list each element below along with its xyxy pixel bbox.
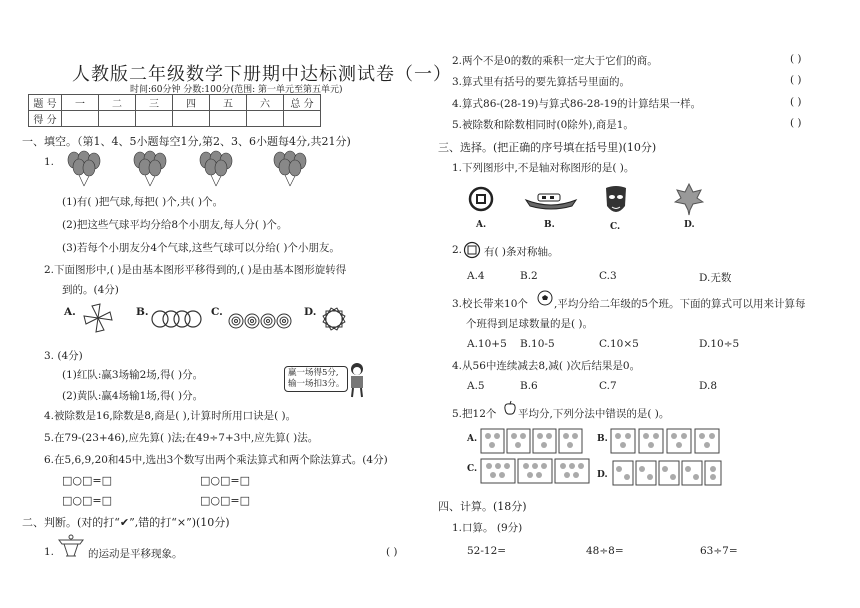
linked-circles-icon [150, 308, 204, 330]
rule-speech-bubble [284, 366, 348, 392]
section-2-heading: 二、判断。(对的打“✔”,错的打“×”)(10分) [22, 516, 230, 529]
c1-option-d[interactable]: D. [684, 220, 695, 230]
c3-option-c[interactable]: C.10×5 [599, 338, 639, 350]
q1-part-2: (2)把这些气球平均分给8个小朋友,每人分( )个。 [62, 219, 288, 231]
j5-answer-paren[interactable]: ( ) [790, 117, 802, 129]
score-cell: 四 [173, 95, 210, 111]
boat-icon [524, 190, 578, 210]
j3-text: 3.算式里有括号的要先算括号里面的。 [452, 76, 631, 88]
score-cell: 二 [99, 95, 136, 111]
score-table-header-row [29, 95, 321, 111]
score-input-cell[interactable] [173, 111, 210, 127]
c3-option-a[interactable]: A.10+5 [467, 338, 507, 350]
section-1-heading: 一、填空。（第1、4、5小题每空1分,第2、3、6小题每4分,共21分) [22, 135, 351, 148]
soccer-ball-icon [537, 290, 553, 306]
q5-text: 5.在79-(23+46),应先算( )法;在49÷7+3中,应先算( )法。 [44, 432, 319, 444]
swing-ride-icon [56, 534, 86, 562]
c5-text-cont: 平均分,下列分法中错误的是( )。 [518, 408, 670, 420]
q3-part-1: (1)红队:赢3场输2场,得( )分。 [62, 369, 204, 381]
q1-part-1: (1)有( )把气球,每把( )个,共( )个。 [62, 196, 224, 208]
balloon-bunch-icon [274, 151, 306, 186]
equation-box-1[interactable]: □○□=□ [62, 474, 112, 487]
q6-text: 6.在5,6,9,20和45中,选出3个数写出两个乘法算式和两个除法算式。(4分) [44, 454, 388, 466]
c2-option-c[interactable]: C.3 [599, 270, 617, 282]
c2-option-d[interactable]: D.无数 [699, 272, 732, 284]
score-input-cell[interactable] [284, 111, 321, 127]
rotated-squares-icon [318, 304, 350, 334]
pinwheel-shape-icon [80, 302, 116, 334]
apple-groups-c-image [480, 458, 590, 484]
equation-box-4[interactable]: □○□=□ [200, 494, 250, 507]
score-cell: 总 分 [284, 95, 321, 111]
apple-groups-b-image [610, 428, 720, 454]
balloon-bunches-image [62, 150, 332, 188]
score-cell: 得 分 [29, 111, 62, 127]
balloon-bunch-icon [200, 151, 232, 186]
c1-text: 1.下列图形中,不是轴对称图形的是( )。 [452, 162, 635, 174]
score-cell: 一 [62, 95, 99, 111]
q2-option-a-label: A. [64, 306, 76, 318]
c3-option-d[interactable]: D.10÷5 [699, 338, 740, 350]
apple-groups-d-image [612, 460, 722, 486]
rule-line-2: 输一场扣3分。 [288, 379, 345, 389]
q1-number: 1. [44, 156, 55, 168]
section-3-heading: 三、选择。(把正确的序号填在括号里)(10分) [438, 141, 657, 154]
c5-option-c[interactable]: C. [467, 464, 478, 474]
q4-text: 4.被除数是16,除数是8,商是( ),计算时所用口诀是( )。 [44, 410, 297, 422]
leaf-icon [674, 182, 704, 216]
circle-square-icon [463, 241, 481, 259]
c3-option-b[interactable]: B.10-5 [520, 338, 555, 350]
k1-text: 1.口算。 (9分) [452, 522, 523, 534]
score-input-cell[interactable] [62, 111, 99, 127]
j2-text: 2.两个不是0的数的乘积一定大于它们的商。 [452, 55, 658, 67]
equation-box-3[interactable]: □○□=□ [62, 494, 112, 507]
score-cell: 五 [210, 95, 247, 111]
c5-option-a[interactable]: A. [467, 434, 478, 444]
j1-text: 的运动是平移现象。 [88, 548, 183, 560]
c3-text-line2: 个班得到足球数量的是( )。 [466, 318, 594, 330]
j4-text: 4.算式86-(28-19)与算式86-28-19的计算结果一样。 [452, 98, 702, 110]
child-icon [346, 362, 368, 398]
apple-icon [503, 400, 517, 416]
balloon-bunch-icon [134, 151, 166, 186]
q3-text: 3. (4分) [44, 350, 83, 362]
section-4-heading: 四、计算。(18分) [438, 500, 527, 513]
c2-option-b[interactable]: B.2 [520, 270, 538, 282]
j1-number: 1. [44, 546, 55, 558]
j4-answer-paren[interactable]: ( ) [790, 96, 802, 108]
balloon-bunch-icon [68, 151, 100, 186]
q2-text-cont: 到的。(4分) [62, 284, 119, 296]
c3-text: 3.校长带来10个 [452, 298, 528, 310]
exam-info: 时间:60分钟 分数:100分(范围: 第一单元至第五单元) [130, 85, 343, 95]
score-cell: 题 号 [29, 95, 62, 111]
calc-2[interactable]: 48÷8= [586, 545, 624, 557]
q2-option-d-label: D. [304, 306, 317, 318]
q2-option-b-label: B. [136, 306, 149, 318]
c3-text-cont: ,平均分给二年级的5个班。下面的算式可以用来计算每 [554, 298, 806, 310]
q3-part-2: (2)黄队:赢4场输1场,得( )分。 [62, 390, 204, 402]
score-input-cell[interactable] [247, 111, 284, 127]
calc-3[interactable]: 63÷7= [700, 545, 738, 557]
score-table [28, 94, 321, 127]
equation-box-2[interactable]: □○□=□ [200, 474, 250, 487]
score-cell: 三 [136, 95, 173, 111]
coin-icon [468, 186, 494, 212]
opera-mask-icon [602, 184, 630, 218]
c2-option-a[interactable]: A.4 [467, 270, 485, 282]
rule-line-1: 赢一场得5分, [288, 368, 339, 378]
c1-option-b[interactable]: B. [544, 220, 555, 230]
c4-option-c[interactable]: C.7 [599, 380, 617, 392]
c1-option-c[interactable]: C. [610, 222, 621, 232]
c2-text: 有( )条对称轴。 [484, 246, 559, 258]
c4-option-a[interactable]: A.5 [467, 380, 485, 392]
calc-1[interactable]: 52-12= [467, 545, 507, 557]
q1-part-3: (3)若每个小朋友分4个气球,这些气球可以分给( )个小朋友。 [62, 242, 340, 254]
j1-answer-paren[interactable]: ( ) [386, 546, 398, 558]
c5-option-b[interactable]: B. [597, 434, 608, 444]
c5-text: 5.把12个 [452, 408, 497, 420]
score-input-cell[interactable] [136, 111, 173, 127]
j5-text: 5.被除数和除数相同时(0除外),商是1。 [452, 119, 634, 131]
apple-groups-a-image [480, 428, 584, 454]
c1-option-a[interactable]: A. [476, 220, 487, 230]
c4-option-b[interactable]: B.6 [520, 380, 538, 392]
q2-option-c-label: C. [211, 306, 223, 318]
page-title: 人教版二年级数学下册期中达标测试卷（一） [72, 64, 452, 85]
q2-text: 2.下面图形中,( )是由基本图形平移得到的,( )是由基本图形旋转得 [44, 264, 347, 276]
spirals-icon [228, 312, 292, 330]
score-input-cell[interactable] [99, 111, 136, 127]
c4-option-d[interactable]: D.8 [699, 380, 718, 392]
score-input-cell[interactable] [210, 111, 247, 127]
j2-answer-paren[interactable]: ( ) [790, 53, 802, 65]
score-cell: 六 [247, 95, 284, 111]
j3-answer-paren[interactable]: ( ) [790, 74, 802, 86]
c2-number: 2. [452, 244, 463, 256]
c4-text: 4.从56中连续减去8,减( )次后结果是0。 [452, 360, 641, 372]
c5-option-d[interactable]: D. [597, 470, 608, 480]
score-table-score-row [29, 111, 321, 127]
